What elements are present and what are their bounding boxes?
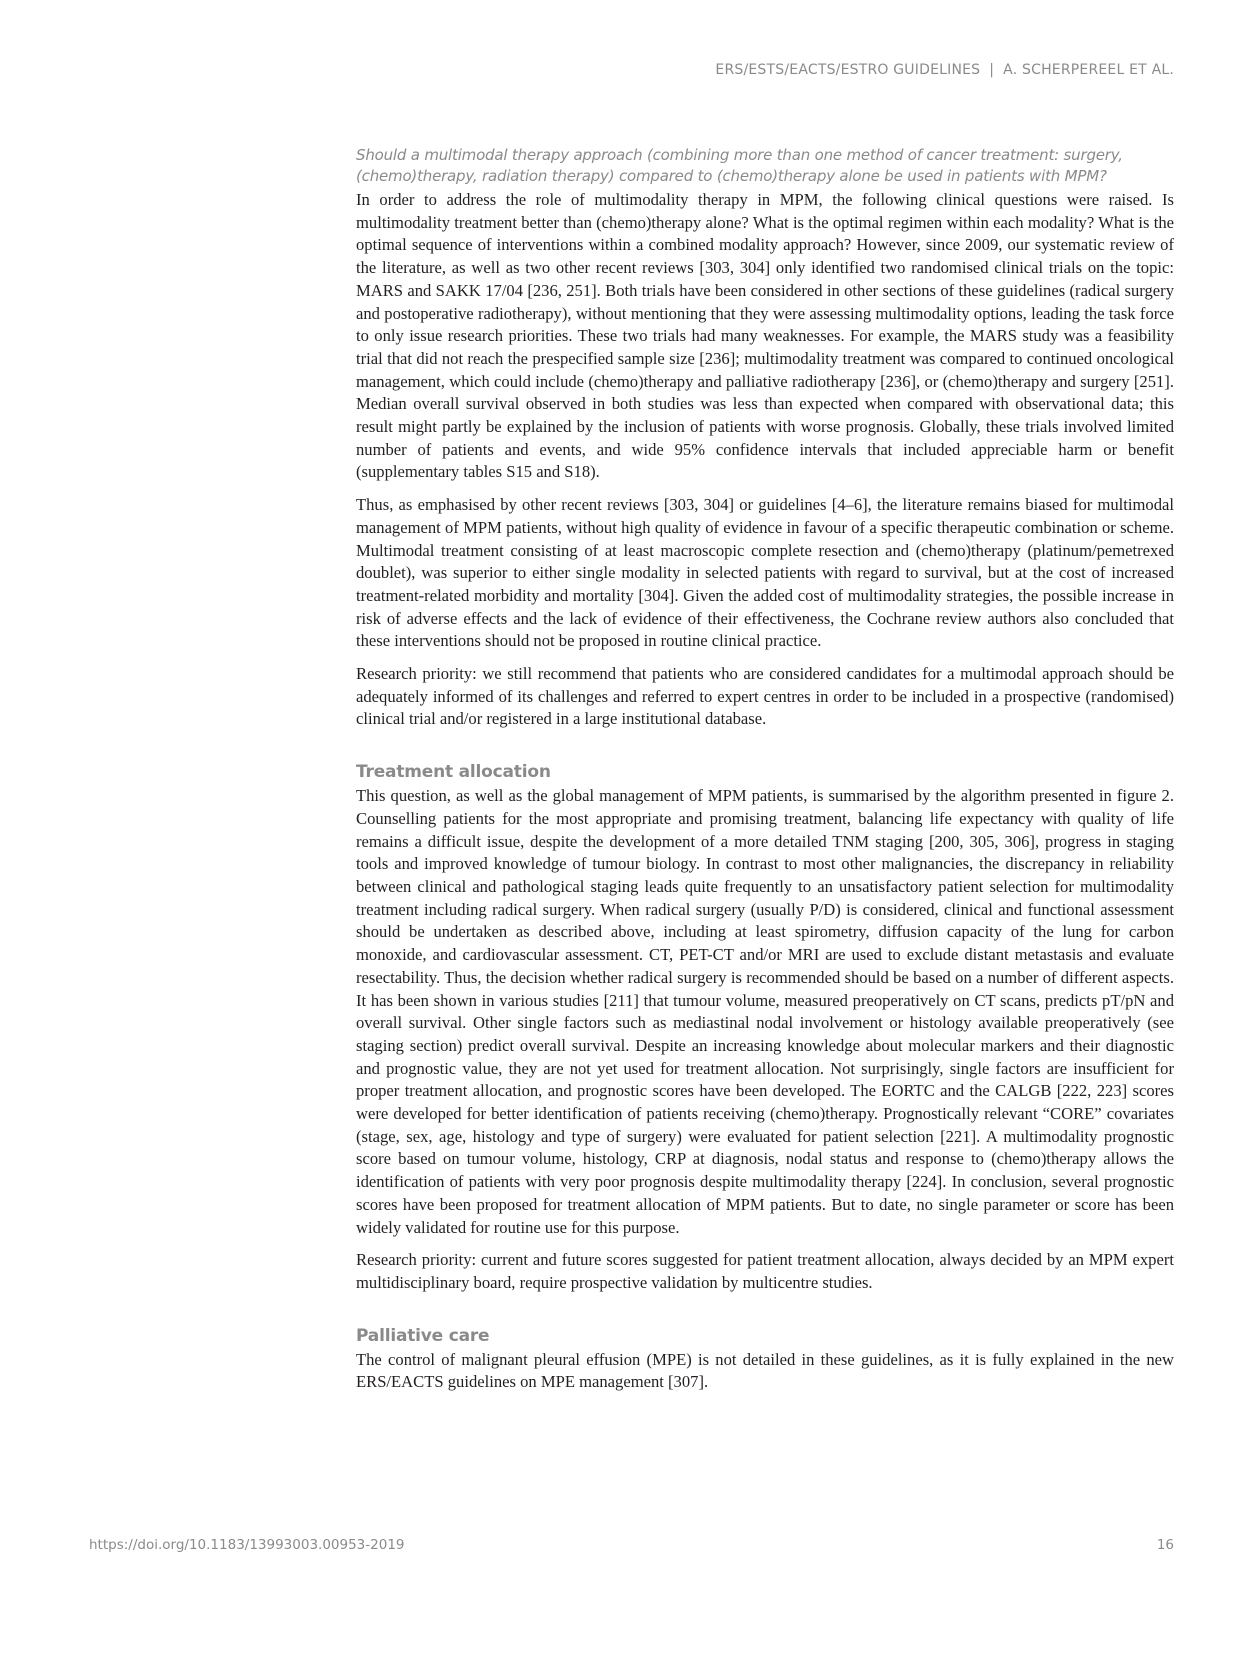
multimodal-therapy-section	[356, 145, 1174, 731]
section-heading-treatment-allocation: Treatment allocation	[356, 762, 551, 783]
header-separator: |	[989, 62, 995, 78]
article-body	[356, 145, 1174, 1404]
journal-title: ERS/ESTS/EACTS/ESTRO GUIDELINES	[715, 62, 981, 78]
author-line: A. SCHERPEREEL ET AL.	[1003, 62, 1174, 78]
running-header	[715, 62, 1174, 78]
paragraph: In order to address the role of multimodality therapy in MPM, the following clinical questions were raised. Is multimodality treatment better than (chemo)therapy alone? What is the optimal regimen within each modality? What is the optimal sequence of interventions within a combined modality approach? However, since 2009, our systematic review of the literature, as well as two other recent reviews [303, 304] only identified two randomised clinical trials on the topic: MARS and SAKK 17/04 [236, 251]. Both trials have been considered in other sections of these guidelines (radical surgery and postoperative radiotherapy), without mentioning that they were assessing multimodality options, leading the task force to only issue research priorities. These two trials had many weaknesses. For example, the MARS study was a feasibility trial that did not reach the prespecified sample size [236]; multimodality treatment was compared to continued oncological management, which could include (chemo)therapy and palliative radiotherapy [236], or (chemo)therapy and surgery [251]. Median overall survival observed in both studies was less than expected when compared with observational data; this result might partly be explained by the inclusion of patients with worse prognosis. Globally, these trials involved limited number of patients and events, and wide 95% confidence intervals that included appreciable harm or benefit (supplementary tables S15 and S18).	[356, 190, 1174, 482]
clinical-question: Should a multimodal therapy approach (combining more than one method of cancer treatment: surgery, (chemo)therapy, radiation therapy) compared to (chemo)therapy alone be used in patients with MPM?	[356, 146, 1123, 185]
research-priority-paragraph: Research priority: current and future scores suggested for patient treatment allocation, always decided by an MPM expert multidisciplinary board, require prospective validation by multicentre studies.	[356, 1250, 1174, 1292]
paragraph: This question, as well as the global management of MPM patients, is summarised by the algorithm presented in figure 2. Counselling patients for the most appropriate and promising treatment, balancing life expectancy with quality of life remains a difficult issue, despite the development of a more detailed TNM staging [200, 305, 306], progress in staging tools and improved knowledge of tumour biology. In contrast to most other malignancies, the discrepancy in reliability between clinical and pathological staging leads quite frequently to an unsatisfactory patient selection for multimodality treatment including radical surgery. When radical surgery (usually P/D) is considered, clinical and functional assessment should be undertaken as described above, including at least spirometry, diffusion capacity of the lung for carbon monoxide, and cardiovascular assessment. CT, PET-CT and/or MRI are used to exclude distant metastasis and evaluate resectability. Thus, the decision whether radical surgery is recommended should be based on a number of different aspects. It has been shown in various studies [211] that tumour volume, measured preoperatively on CT scans, predicts pT/pN and overall survival. Other single factors such as mediastinal nodal involvement or histology available preoperatively (see staging section) predict overall survival. Despite an increasing knowledge about molecular markers and their diagnostic and prognostic value, they are not yet used for treatment allocation. Not surprisingly, single factors are insufficient for proper treatment allocation, and prognostic scores have been developed. The EORTC and the CALGB [222, 223] scores were developed for better identification of patients receiving (chemo)therapy. Prognostically relevant “CORE” covariates (stage, sex, age, histology and type of surgery) were evaluated for patient selection [221]. A multimodality prognostic score based on tumour volume, histology, CRP at diagnosis, nodal status and response to (chemo)therapy allows the identification of patients with very poor prognosis despite multimodality therapy [224]. In conclusion, several prognostic scores have been proposed for treatment allocation of MPM patients. But to date, no single parameter or score has been widely validated for routine use for this purpose.	[356, 786, 1174, 1237]
doi-link[interactable]: https://doi.org/10.1183/13993003.00953-2019	[89, 1537, 405, 1553]
research-priority-paragraph: Research priority: we still recommend that patients who are considered candidates for a multimodal approach should be adequately informed of its challenges and referred to expert centres in order to be included in a prospective (randomised) clinical trial and/or registered in a large institutional database.	[356, 664, 1174, 729]
paragraph: The control of malignant pleural effusion (MPE) is not detailed in these guidelines, as it is fully explained in the new ERS/EACTS guidelines on MPE management [307].	[356, 1349, 1174, 1392]
paragraph: Thus, as emphasised by other recent reviews [303, 304] or guidelines [4–6], the literature remains biased for multimodal management of MPM patients, without high quality of evidence in favour of a specific therapeutic combination or scheme. Multimodal treatment consisting of at least macroscopic complete resection and (chemo)therapy (platinum/pemetrexed doublet), was superior to either single modality in selected patients with regard to survival, but at the cost of increased treatment-related morbidity and mortality [304]. Given the added cost of multimodality strategies, the possible increase in risk of adverse effects and the lack of evidence of their effectiveness, the Cochrane review authors also concluded that these interventions should not be proposed in routine clinical practice.	[356, 495, 1174, 651]
palliative-care-section	[356, 1325, 1174, 1394]
section-heading-palliative-care: Palliative care	[356, 1325, 490, 1346]
treatment-allocation-section	[356, 761, 1174, 1294]
page-number: 16	[1156, 1537, 1174, 1553]
